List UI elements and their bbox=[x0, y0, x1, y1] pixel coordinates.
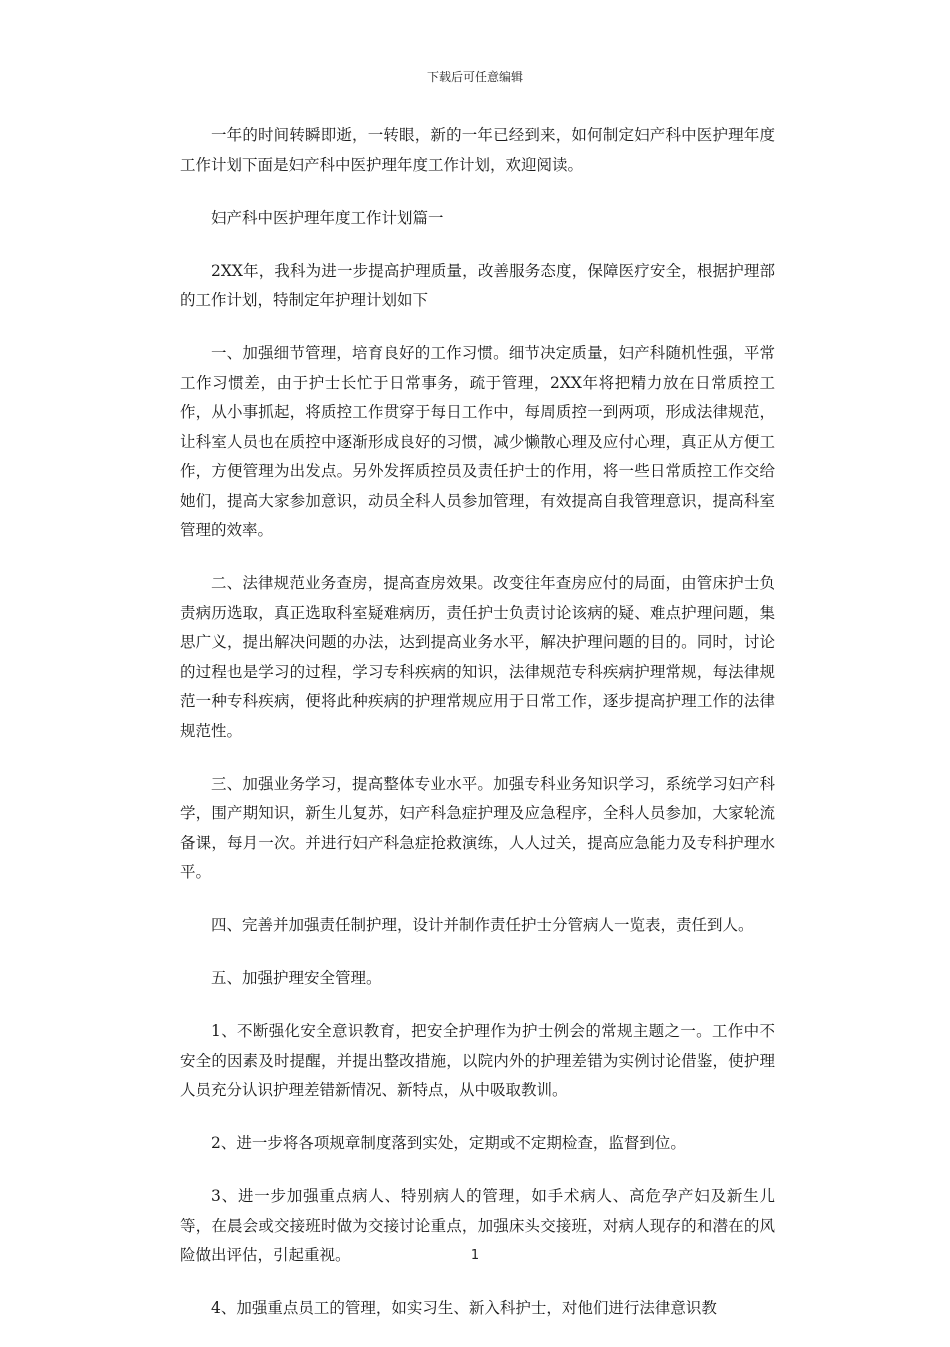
intro-paragraph: 一年的时间转瞬即逝，一转眼，新的一年已经到来，如何制定妇产科中医护理年度工作计划下面是妇产科中医护理年度工作计划，欢迎阅读。 bbox=[180, 126, 775, 174]
paragraph-item-3: 三、加强业务学习，提高整体专业水平。加强专科业务知识学习，系统学习妇产科学，围产期知识，新生儿复苏，妇产科急症护理及应急程序，全科人员参加，大家轮流备课，每月一次。并进行妇产科急症抢救演练，人人过关，提高应急能力及专科护理水平。 bbox=[180, 774, 775, 881]
page-header: 下载后可任意编辑 bbox=[426, 70, 523, 84]
paragraph-subitem-2: 2、进一步将各项规章制度落到实处，定期或不定期检查，监督到位。 bbox=[211, 1134, 686, 1152]
paragraph-item-1: 一、加强细节管理，培育良好的工作习惯。细节决定质量，妇产科随机性强，平常工作习惯差，由于护士长忙于日常事务，疏于管理，2XX年将把精力放在日常质控工作，从小事抓起，将质控工作贯穿于每日工作中，每周质控一到两项，形成法律规范，让科室人员也在质控中逐渐形成良好的习惯，减少懒散心理及应付心理，真正从方便工作，方便管理为出发点。另外发挥质控员及责任护士的作用，将一些日常质控工作交给她们，提高大家参加意识，动员全科人员参加管理，有效提高自我管理意识，提高科室管理的效率。 bbox=[180, 344, 775, 539]
paragraph-item-4: 四、完善并加强责任制护理，设计并制作责任护士分管病人一览表，责任到人。 bbox=[211, 916, 754, 934]
paragraph-subitem-4: 4、加强重点员工的管理，如实习生、新入科护士，对他们进行法律意识教 bbox=[211, 1299, 717, 1317]
paragraph-item-2: 二、法律规范业务查房，提高查房效果。改变往年查房应付的局面，由管床护士负责病历选取，真正选取科室疑难病历，责任护士负责讨论该病的疑、难点护理问题，集思广义，提出解决问题的办法，达到提高业务水平，解决护理问题的目的。同时，讨论的过程也是学习的过程，学习专科疾病的知识，法律规范专科疾病护理常规，每法律规范一种专科疾病，便将此种疾病的护理常规应用于日常工作，逐步提高护理工作的法律规范性。 bbox=[180, 574, 775, 740]
page-number: 1 bbox=[470, 1248, 480, 1263]
paragraph-subitem-3: 3、进一步加强重点病人、特别病人的管理，如手术病人、高危孕产妇及新生儿等，在晨会或交接班时做为交接讨论重点，加强床头交接班，对病人现存的和潜在的风险做出评估，引起重视。 bbox=[180, 1187, 775, 1264]
paragraph-preamble: 2XX年，我科为进一步提高护理质量，改善服务态度，保障医疗安全，根据护理部的工作计划，特制定年护理计划如下 bbox=[180, 261, 775, 309]
section-title: 妇产科中医护理年度工作计划篇一 bbox=[211, 208, 444, 227]
paragraph-item-5: 五、加强护理安全管理。 bbox=[211, 969, 382, 987]
document-body bbox=[180, 121, 775, 1347]
paragraph-subitem-1: 1、不断强化安全意识教育，把安全护理作为护士例会的常规主题之一。工作中不安全的因素及时提醒，并提出整改措施，以院内外的护理差错为实例讨论借鉴，使护理人员充分认识护理差错新情况、新特点，从中吸取教训。 bbox=[180, 1022, 775, 1099]
